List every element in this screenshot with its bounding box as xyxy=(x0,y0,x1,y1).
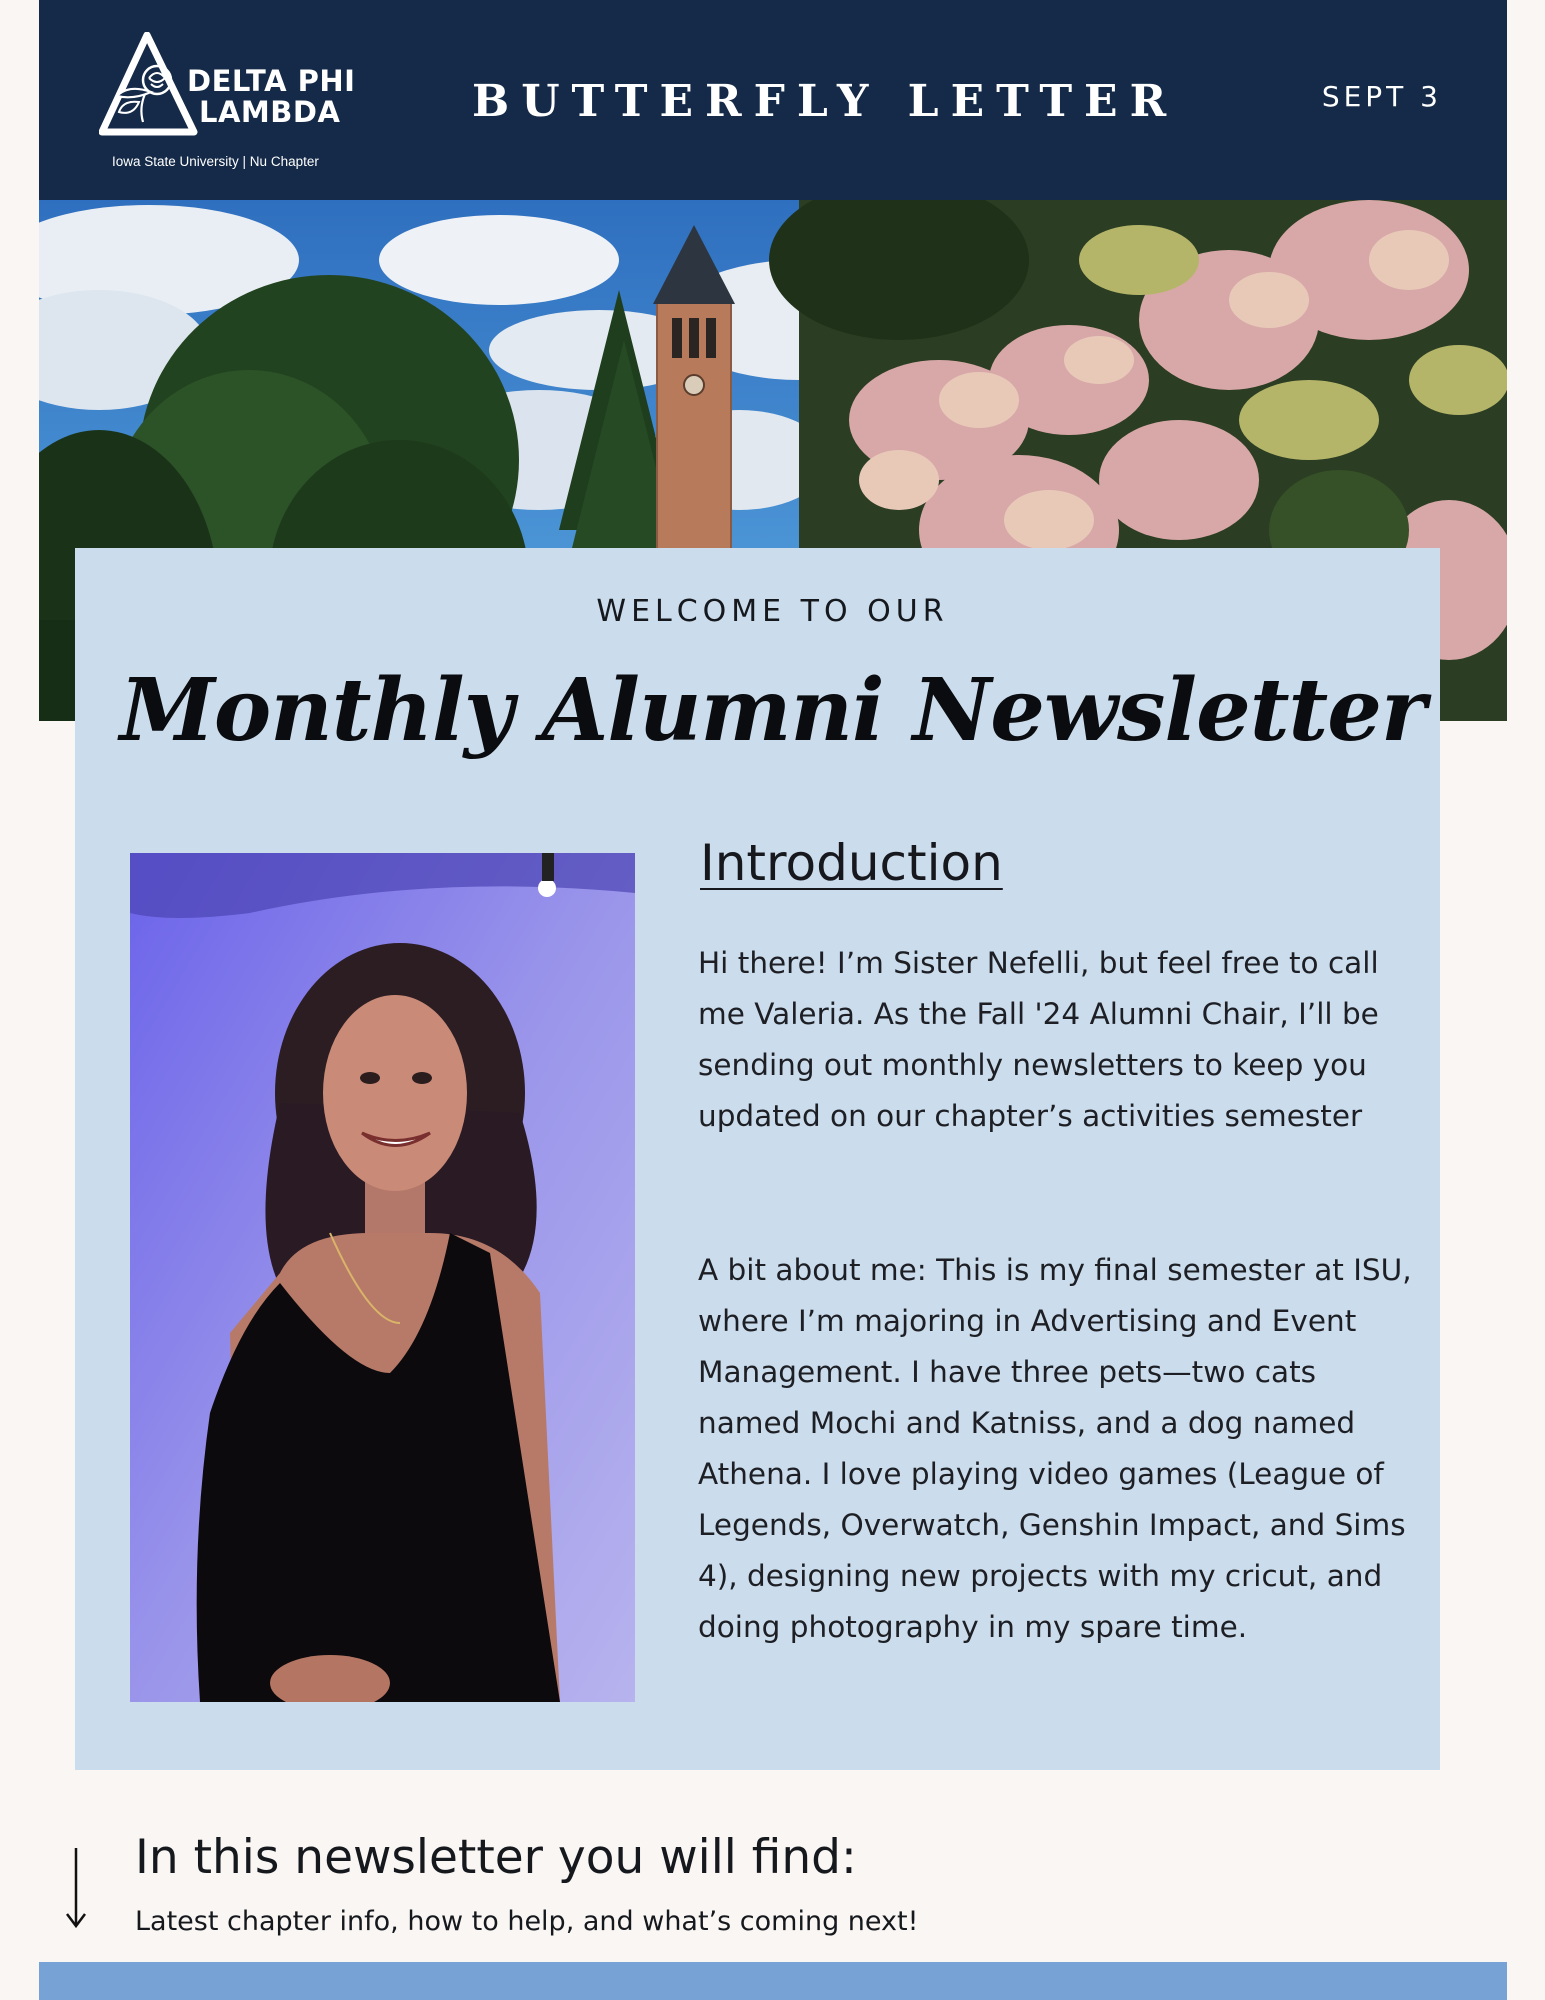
logo-wordmark xyxy=(187,66,355,128)
logo-subtitle: Iowa State University | Nu Chapter xyxy=(112,154,319,169)
introduction-heading: Introduction xyxy=(700,834,1003,892)
triangle-rose-logo-icon xyxy=(99,32,199,137)
portrait-illustration xyxy=(130,853,635,1702)
welcome-label: WELCOME TO OUR xyxy=(596,594,949,629)
issue-date: SEPT 3 xyxy=(1321,80,1442,113)
down-arrow-icon xyxy=(64,1848,88,1930)
intro-paragraph-1: Hi there! I’m Sister Nefelli, but feel free to call me Valeria. As the Fall '24 Alumni Chair, I’ll be sending out monthly newsletters to keep you updated on our chapter’s activities semester xyxy=(698,946,1379,1133)
contents-subheading: Latest chapter info, how to help, and what’s coming next! xyxy=(135,1906,919,1937)
bottom-section-bar xyxy=(39,1962,1507,2000)
logo-line-1: DELTA PHI xyxy=(187,64,356,98)
contents-heading: In this newsletter you will find: xyxy=(135,1830,857,1885)
intro-paragraph-2: A bit about me: This is my final semester at ISU, where I’m majoring in Advertising and Event Management. I have three pets—two cats named Mochi and Katniss, and a dog named Athena. I love playing video games (League of Legends, Overwatch, Genshin Impact, and Sims 4), designing new projects with my cricut, and doing photography in my spare time. xyxy=(698,1253,1412,1644)
newsletter-brand-title: BUTTERFLY LETTER xyxy=(472,76,1179,127)
newsletter-title: Monthly Alumni Newsletter xyxy=(119,660,1426,761)
author-portrait-photo xyxy=(130,853,635,1702)
header-bar xyxy=(39,0,1507,200)
logo-line-2: LAMBDA xyxy=(199,95,341,129)
chapter-logo xyxy=(99,32,399,177)
